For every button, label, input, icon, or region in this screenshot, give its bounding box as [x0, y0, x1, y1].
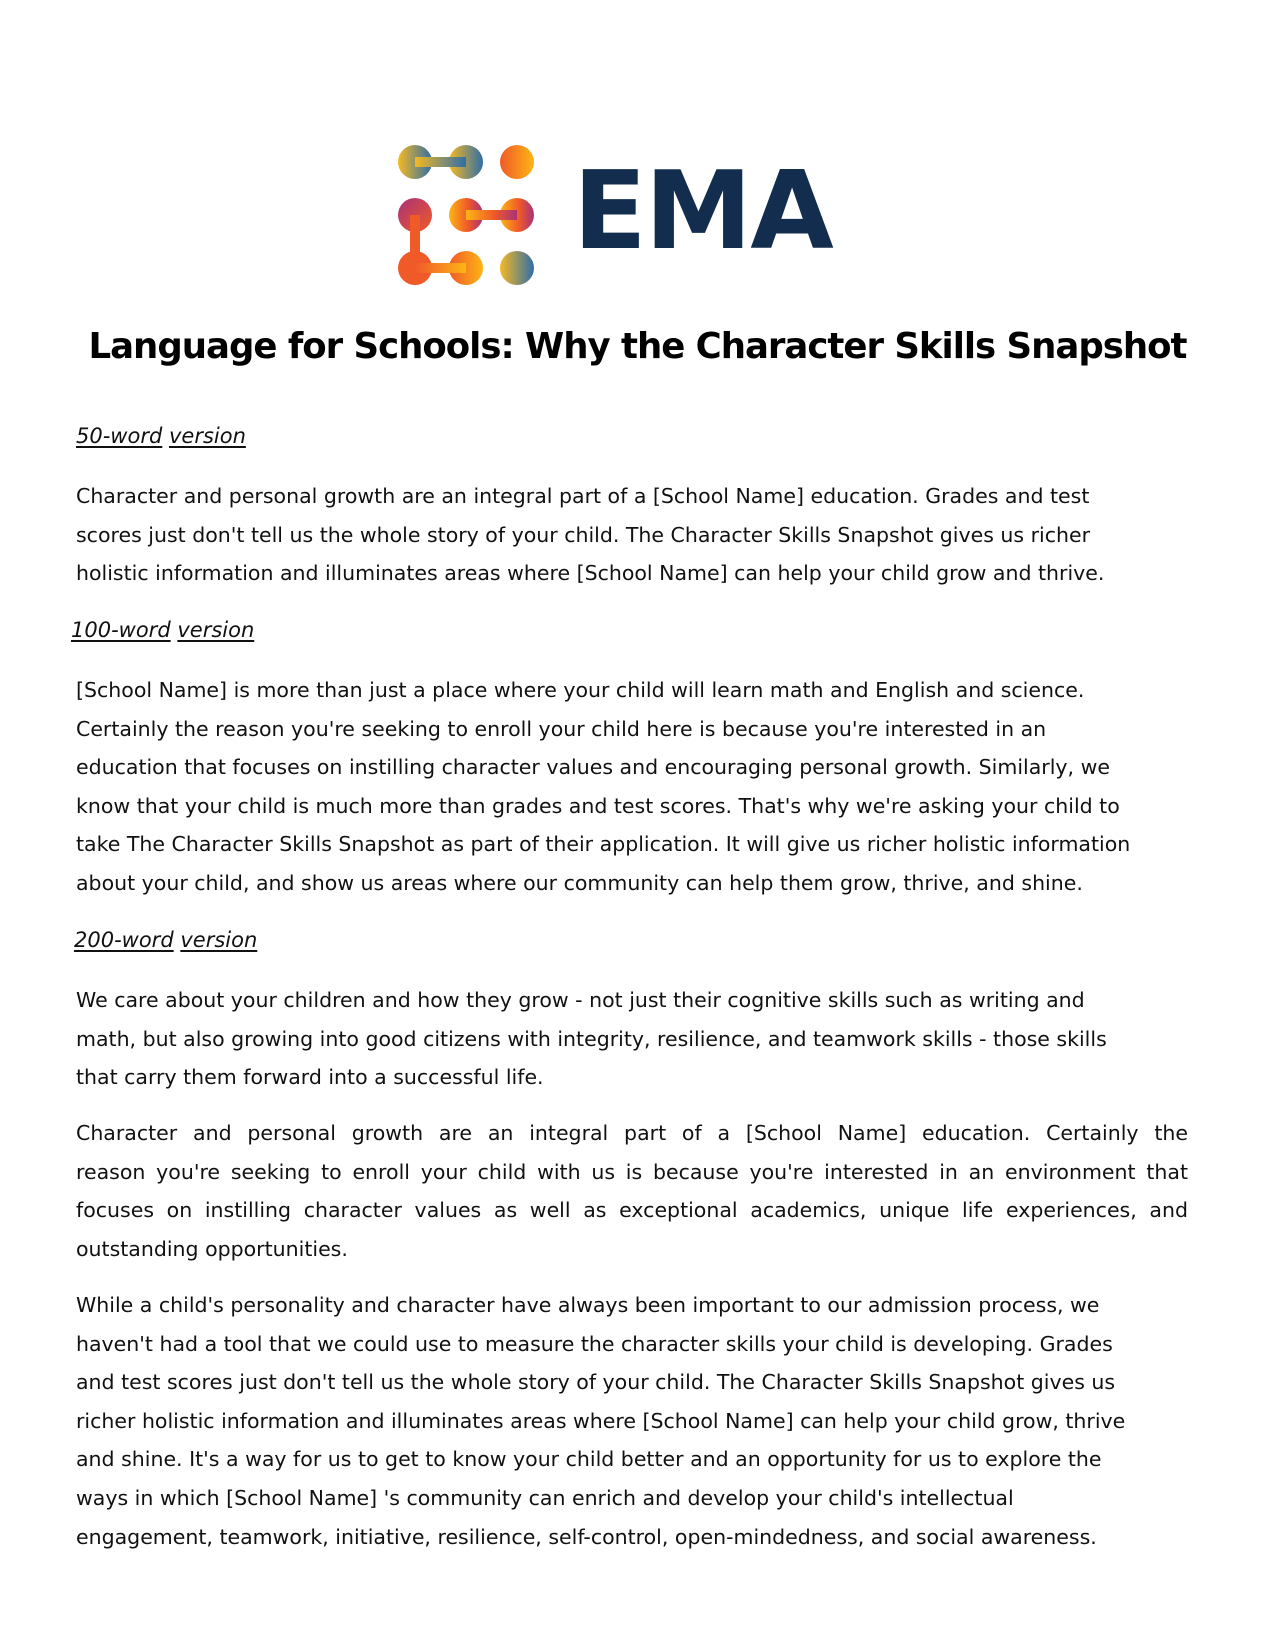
- page-title: Language for Schools: Why the Character Skills Snapshot: [88, 326, 1187, 367]
- paragraph-200-word-2: [76, 1114, 1188, 1268]
- heading-version: version: [168, 424, 246, 448]
- text-line: reason you're seeking to enroll your child with us is because you're interested in an environment that: [76, 1159, 1188, 1184]
- heading-word-count: 50-word: [76, 424, 163, 448]
- text-line: richer holistic information and illuminates areas where [School Name] can help your child grow, thrive: [76, 1408, 1126, 1433]
- section-heading-200-word: [74, 927, 257, 953]
- section-heading-50-word: [76, 423, 246, 449]
- text-line: about your child, and show us areas where our community can help them grow, thrive, and shine.: [76, 870, 1083, 895]
- text-line: Character and personal growth are an integral part of a [School Name] education. Grades and test: [76, 484, 1090, 508]
- text-line: engagement, teamwork, initiative, resilience, self-control, open-mindedness, and social awareness.: [76, 1524, 1097, 1549]
- text-line: and shine. It's a way for us to get to know your child better and an opportunity for us to explore the: [76, 1447, 1102, 1472]
- text-line: holistic information and illuminates areas where [School Name] can help your child grow and thrive.: [76, 561, 1105, 586]
- text-line: While a child's personality and character have always been important to our admission process, we: [76, 1293, 1100, 1317]
- ema-logo-text: EMA: [573, 149, 832, 274]
- text-line: education that focuses on instilling character values and encouraging personal growth. Similarly, we: [76, 755, 1110, 780]
- ema-dot-network-icon: [396, 142, 546, 288]
- text-line: that carry them forward into a successful life.: [76, 1065, 544, 1090]
- text-line: Certainly the reason you're seeking to enroll your child here is because you're interested in an: [76, 716, 1047, 741]
- paragraph-200-word-1: [76, 981, 1188, 1097]
- text-line: and test scores just don't tell us the whole story of your child. The Character Skills Snapshot gives us: [76, 1370, 1116, 1395]
- text-line: haven't had a tool that we could use to measure the character skills your child is developing. Grades: [76, 1331, 1113, 1356]
- text-line: focuses on instilling character values as well as exceptional academics, unique life experiences, and: [76, 1198, 1188, 1223]
- text-line: scores just don't tell us the whole story of your child. The Character Skills Snapshot gives us richer: [76, 522, 1091, 547]
- text-line: Character and personal growth are an integral part of a [School Name] education. Certainly the: [76, 1121, 1188, 1145]
- text-line: know that your child is much more than grades and test scores. That's why we're asking your child to: [76, 793, 1120, 818]
- text-line: math, but also growing into good citizens with integrity, resilience, and teamwork skills - those skills: [76, 1026, 1107, 1051]
- section-heading-100-word: [71, 617, 254, 643]
- paragraph-50-word: [76, 477, 1188, 593]
- paragraph-100-word: [76, 671, 1188, 903]
- text-line: ways in which [School Name] 's community can enrich and develop your child's intellectual: [76, 1485, 1014, 1510]
- heading-word-count: 200-word: [74, 928, 174, 952]
- paragraph-200-word-3: [76, 1286, 1188, 1556]
- heading-version: version: [177, 618, 255, 642]
- text-line: outstanding opportunities.: [76, 1236, 348, 1261]
- text-line: We care about your children and how they grow - not just their cognitive skills such as writing and: [76, 988, 1085, 1012]
- heading-word-count: 100-word: [71, 618, 171, 642]
- text-line: take The Character Skills Snapshot as part of their application. It will give us richer holistic information: [76, 832, 1131, 857]
- heading-version: version: [180, 928, 258, 952]
- text-line: [School Name] is more than just a place where your child will learn math and English and science.: [76, 678, 1085, 702]
